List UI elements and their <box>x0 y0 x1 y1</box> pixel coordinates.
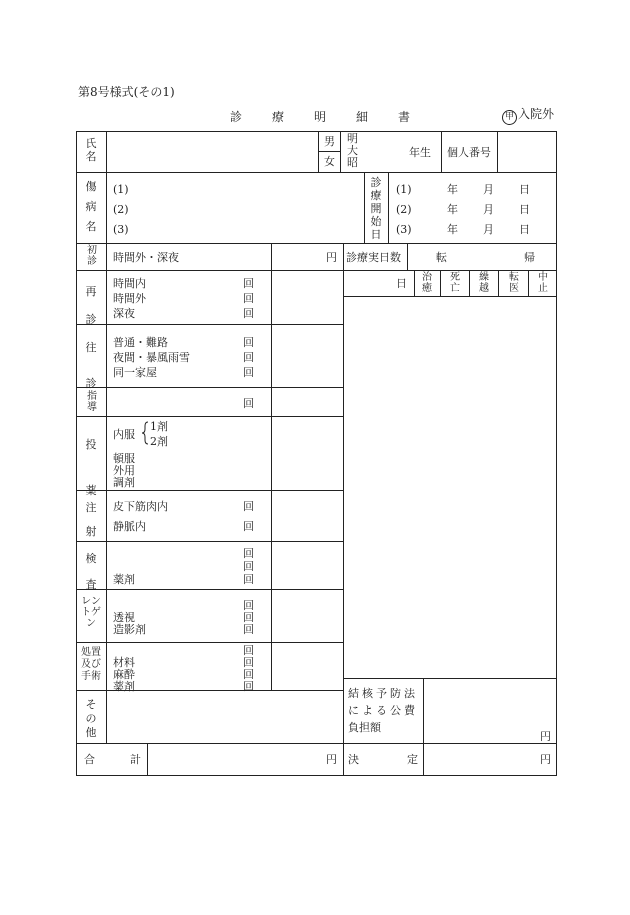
injection-item-iv: 静脈内 <box>113 520 146 533</box>
total-label-a: 合 <box>84 753 95 766</box>
first-visit-label: 初診 <box>87 245 97 267</box>
era-showa: 昭 <box>347 156 358 169</box>
medication-dose-1: 1剤 <box>150 420 168 433</box>
start-date-1-num: (1) <box>396 183 412 196</box>
outcome-hospital-transfer: 転医 <box>509 272 519 294</box>
xray-item-fluoro: 透視 <box>113 611 135 624</box>
house-call-item-same-house: 同一家屋 <box>113 366 157 379</box>
injury-item-2: (2) <box>113 203 129 216</box>
day-unit: 日 <box>396 277 407 290</box>
procedure-item-anesthesia: 麻酔 <box>113 668 135 681</box>
procedure-unit-3: 回 <box>243 668 254 681</box>
era-taisho: 大 <box>347 144 358 157</box>
medication-internal: 内服 <box>113 428 135 441</box>
procedure-unit-4: 回 <box>243 680 254 693</box>
female-label: 女 <box>324 155 335 168</box>
house-call-item-normal: 普通・難路 <box>113 336 168 349</box>
guidance-unit: 回 <box>243 397 254 410</box>
dose-brace <box>142 422 148 444</box>
procedure-unit-2: 回 <box>243 656 254 669</box>
medication-label: 投薬 <box>85 438 97 497</box>
injection-unit-2: 回 <box>243 520 254 533</box>
name-label: 氏名 <box>85 137 97 163</box>
start-date-3-year: 年 <box>447 223 458 236</box>
procedure-unit-1: 回 <box>243 644 254 657</box>
revisit-label: 再診 <box>85 285 97 326</box>
page-title: 診療明細書 <box>230 110 441 124</box>
decision-yen: 円 <box>540 753 551 766</box>
xray-item-contrast: 造影剤 <box>113 623 146 636</box>
tb-law-line-3: 負担額 <box>348 721 381 734</box>
procedure-label: 処置及び手術 <box>81 647 101 682</box>
xray-unit-3: 回 <box>243 623 254 636</box>
outcome-return-label: 帰 <box>524 251 535 264</box>
total-label-b: 計 <box>130 753 141 766</box>
start-date-label: 診療開始日 <box>370 176 382 241</box>
injection-unit-1: 回 <box>243 500 254 513</box>
era-meiji: 明 <box>347 132 358 145</box>
personal-number-label: 個人番号 <box>447 146 491 159</box>
injury-name-label: 傷病名 <box>85 180 97 233</box>
revisit-unit-2: 回 <box>243 292 254 305</box>
days-label: 診療実日数 <box>346 251 401 264</box>
start-date-1-year: 年 <box>447 183 458 196</box>
start-date-2-year: 年 <box>447 203 458 216</box>
injury-item-1: (1) <box>113 183 129 196</box>
revisit-item-regular: 時間内 <box>113 277 146 290</box>
first-visit-yen: 円 <box>326 251 337 264</box>
tb-law-line-2: による公費 <box>348 704 418 717</box>
house-call-unit-2: 回 <box>243 351 254 364</box>
xray-unit-1: 回 <box>243 599 254 612</box>
medication-external: 外用 <box>113 464 135 477</box>
exam-label: 検査 <box>85 552 97 591</box>
house-call-label: 往診 <box>85 341 97 390</box>
xray-label: レントゲン <box>81 596 101 629</box>
tb-law-line-1: 結核予防法 <box>348 687 418 700</box>
form-number: 第8号様式(その1) <box>78 85 175 99</box>
exam-unit-1: 回 <box>243 547 254 560</box>
inpatient-label: 入院外 <box>518 107 555 121</box>
start-date-2-num: (2) <box>396 203 412 216</box>
house-call-unit-3: 回 <box>243 366 254 379</box>
outcome-died: 死亡 <box>450 272 460 294</box>
outcome-healed: 治癒 <box>422 272 432 294</box>
revisit-unit-3: 回 <box>243 307 254 320</box>
revisit-unit-1: 回 <box>243 277 254 290</box>
xray-unit-2: 回 <box>243 611 254 624</box>
revisit-item-overtime: 時間外 <box>113 292 146 305</box>
procedure-item-drug: 薬剤 <box>113 680 135 693</box>
first-visit-text: 時間外・深夜 <box>113 251 179 264</box>
procedure-item-material: 材料 <box>113 656 135 669</box>
start-date-2-month: 月 <box>483 203 494 216</box>
outcome-stopped: 中止 <box>538 272 548 294</box>
medication-dose-2: 2剤 <box>150 435 168 448</box>
start-date-1-month: 月 <box>483 183 494 196</box>
medication-compounding: 調剤 <box>113 476 135 489</box>
injection-item-im: 皮下筋肉内 <box>113 500 168 513</box>
injection-label: 注射 <box>85 501 97 538</box>
decision-label-a: 決 <box>348 753 359 766</box>
start-date-3-day: 日 <box>519 223 530 236</box>
start-date-2-day: 日 <box>519 203 530 216</box>
ko-circle-mark: 甲 <box>502 110 517 125</box>
start-date-1-day: 日 <box>519 183 530 196</box>
medication-prn: 頓服 <box>113 452 135 465</box>
male-label: 男 <box>324 135 335 148</box>
exam-unit-3: 回 <box>243 573 254 586</box>
injury-item-3: (3) <box>113 223 129 236</box>
total-yen: 円 <box>326 753 337 766</box>
decision-label-b: 定 <box>407 753 418 766</box>
birth-year-suffix: 年生 <box>409 146 431 159</box>
tb-law-yen: 円 <box>540 730 551 743</box>
other-label: その他 <box>85 698 97 739</box>
outcome-carried: 繰越 <box>479 272 489 294</box>
outcome-transfer-label: 転 <box>436 251 447 264</box>
inpatient-indicator <box>502 108 554 125</box>
guidance-label: 指導 <box>87 391 97 413</box>
start-date-3-num: (3) <box>396 223 412 236</box>
house-call-item-night: 夜間・暴風雨雪 <box>113 351 190 364</box>
start-date-3-month: 月 <box>483 223 494 236</box>
house-call-unit-1: 回 <box>243 336 254 349</box>
exam-drug: 薬剤 <box>113 573 135 586</box>
revisit-item-night: 深夜 <box>113 307 135 320</box>
exam-unit-2: 回 <box>243 560 254 573</box>
